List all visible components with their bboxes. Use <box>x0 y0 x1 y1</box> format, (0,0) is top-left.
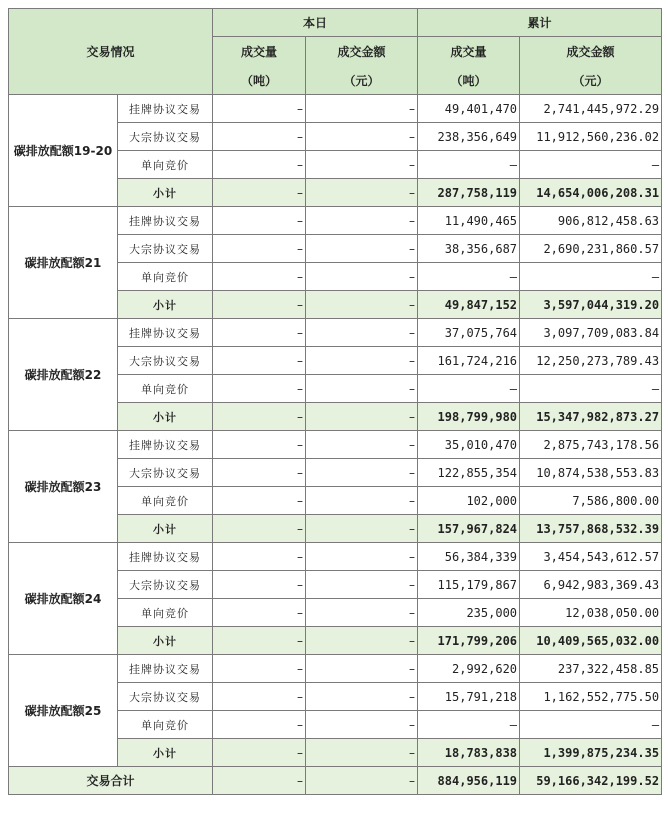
cum-amount-cell: 6,942,983,369.43 <box>520 571 662 599</box>
today-volume-cell: – <box>213 375 306 403</box>
cum-amount-cell: 3,454,543,612.57 <box>520 543 662 571</box>
cum-amount-cell: 2,690,231,860.57 <box>520 235 662 263</box>
today-amount-cell: – <box>306 767 418 795</box>
trade-type-label: 单向竞价 <box>118 487 213 515</box>
today-volume-cell: – <box>213 263 306 291</box>
cum-amount-cell: 1,399,875,234.35 <box>520 739 662 767</box>
today-volume-header <box>213 37 306 95</box>
today-volume-unit: （吨） <box>241 73 278 88</box>
today-volume-cell: – <box>213 711 306 739</box>
today-volume-cell: – <box>213 767 306 795</box>
table-row <box>9 319 662 347</box>
cum-amount-cell: – <box>520 375 662 403</box>
trade-type-label: 单向竞价 <box>118 375 213 403</box>
cum-volume-cell: – <box>418 375 520 403</box>
trade-type-label: 单向竞价 <box>118 263 213 291</box>
cum-amount-cell: 12,038,050.00 <box>520 599 662 627</box>
cum-volume-cell: 38,356,687 <box>418 235 520 263</box>
trade-type-label: 大宗协议交易 <box>118 683 213 711</box>
cum-volume-cell: 35,010,470 <box>418 431 520 459</box>
trade-type-label: 大宗协议交易 <box>118 123 213 151</box>
group-label: 碳排放配额19-20 <box>9 95 118 207</box>
group-label: 碳排放配额21 <box>9 207 118 319</box>
cum-amount-cell: – <box>520 711 662 739</box>
table-row <box>9 95 662 123</box>
today-amount-cell: – <box>306 123 418 151</box>
today-volume-cell: – <box>213 123 306 151</box>
today-volume-cell: – <box>213 739 306 767</box>
trade-type-label: 挂牌协议交易 <box>118 207 213 235</box>
table-row <box>9 655 662 683</box>
subtotal-label: 小计 <box>118 291 213 319</box>
cum-amount-cell: 15,347,982,873.27 <box>520 403 662 431</box>
today-volume-cell: – <box>213 95 306 123</box>
cum-volume-cell: 161,724,216 <box>418 347 520 375</box>
cum-amount-cell: 12,250,273,789.43 <box>520 347 662 375</box>
today-volume-label: 成交量 <box>241 44 278 59</box>
group-label: 碳排放配额24 <box>9 543 118 655</box>
today-volume-cell: – <box>213 179 306 207</box>
cum-volume-cell: 2,992,620 <box>418 655 520 683</box>
cum-amount-header <box>520 37 662 95</box>
cum-volume-cell: – <box>418 151 520 179</box>
trade-type-label: 大宗协议交易 <box>118 459 213 487</box>
cum-volume-cell: 198,799,980 <box>418 403 520 431</box>
cum-amount-cell: – <box>520 263 662 291</box>
cum-amount-cell: 2,875,743,178.56 <box>520 431 662 459</box>
today-volume-cell: – <box>213 655 306 683</box>
cum-amount-cell: 1,162,552,775.50 <box>520 683 662 711</box>
trade-type-label: 大宗协议交易 <box>118 347 213 375</box>
today-amount-cell: – <box>306 347 418 375</box>
cum-amount-cell: 13,757,868,532.39 <box>520 515 662 543</box>
today-amount-cell: – <box>306 95 418 123</box>
trade-type-label: 大宗协议交易 <box>118 235 213 263</box>
cum-amount-unit: （元） <box>572 73 609 88</box>
subtotal-label: 小计 <box>118 739 213 767</box>
cum-amount-cell: 3,597,044,319.20 <box>520 291 662 319</box>
today-amount-cell: – <box>306 571 418 599</box>
today-amount-unit: （元） <box>343 73 380 88</box>
cum-amount-cell: 10,874,538,553.83 <box>520 459 662 487</box>
trade-type-label: 大宗协议交易 <box>118 571 213 599</box>
today-amount-label: 成交金额 <box>337 44 386 59</box>
today-volume-cell: – <box>213 627 306 655</box>
today-header: 本日 <box>213 9 418 37</box>
header-row-1 <box>9 9 662 37</box>
cum-volume-cell: 115,179,867 <box>418 571 520 599</box>
table-row <box>9 431 662 459</box>
today-amount-cell: – <box>306 599 418 627</box>
today-amount-cell: – <box>306 151 418 179</box>
today-amount-cell: – <box>306 207 418 235</box>
cumulative-header: 累计 <box>418 9 662 37</box>
group-label: 碳排放配额25 <box>9 655 118 767</box>
today-volume-cell: – <box>213 459 306 487</box>
today-amount-cell: – <box>306 375 418 403</box>
today-volume-cell: – <box>213 291 306 319</box>
today-volume-cell: – <box>213 347 306 375</box>
today-amount-cell: – <box>306 711 418 739</box>
today-amount-cell: – <box>306 739 418 767</box>
today-volume-cell: – <box>213 599 306 627</box>
subtotal-label: 小计 <box>118 403 213 431</box>
total-label: 交易合计 <box>9 767 213 795</box>
today-volume-cell: – <box>213 151 306 179</box>
cum-amount-cell: 7,586,800.00 <box>520 487 662 515</box>
cum-volume-cell: 157,967,824 <box>418 515 520 543</box>
today-amount-cell: – <box>306 683 418 711</box>
today-amount-header <box>306 37 418 95</box>
total-volume-cell: 884,956,119 <box>418 767 520 795</box>
cum-amount-cell: – <box>520 151 662 179</box>
today-volume-cell: – <box>213 571 306 599</box>
today-amount-cell: – <box>306 543 418 571</box>
today-volume-cell: – <box>213 235 306 263</box>
today-volume-cell: – <box>213 319 306 347</box>
today-amount-cell: – <box>306 319 418 347</box>
cum-amount-cell: 2,741,445,972.29 <box>520 95 662 123</box>
cum-volume-cell: 49,847,152 <box>418 291 520 319</box>
cum-volume-cell: 37,075,764 <box>418 319 520 347</box>
cum-volume-label: 成交量 <box>450 44 487 59</box>
group-label: 碳排放配额22 <box>9 319 118 431</box>
today-amount-cell: – <box>306 487 418 515</box>
today-amount-cell: – <box>306 403 418 431</box>
cum-amount-cell: 11,912,560,236.02 <box>520 123 662 151</box>
cum-volume-cell: 235,000 <box>418 599 520 627</box>
table-row <box>9 207 662 235</box>
trade-type-label: 挂牌协议交易 <box>118 431 213 459</box>
today-volume-cell: – <box>213 431 306 459</box>
table-row <box>9 543 662 571</box>
cum-volume-cell: 238,356,649 <box>418 123 520 151</box>
today-amount-cell: – <box>306 459 418 487</box>
subtotal-label: 小计 <box>118 515 213 543</box>
cum-amount-cell: 14,654,006,208.31 <box>520 179 662 207</box>
trade-type-label: 单向竞价 <box>118 599 213 627</box>
trade-type-label: 挂牌协议交易 <box>118 655 213 683</box>
today-volume-cell: – <box>213 403 306 431</box>
trade-type-label: 挂牌协议交易 <box>118 319 213 347</box>
table-body <box>9 9 662 795</box>
cum-amount-cell: 10,409,565,032.00 <box>520 627 662 655</box>
today-volume-cell: – <box>213 683 306 711</box>
today-amount-cell: – <box>306 655 418 683</box>
cum-amount-label: 成交金额 <box>566 44 615 59</box>
cum-volume-header <box>418 37 520 95</box>
cum-volume-cell: – <box>418 263 520 291</box>
today-amount-cell: – <box>306 235 418 263</box>
trade-type-label: 挂牌协议交易 <box>118 95 213 123</box>
subtotal-label: 小计 <box>118 179 213 207</box>
cum-volume-cell: 56,384,339 <box>418 543 520 571</box>
today-amount-cell: – <box>306 515 418 543</box>
cum-volume-cell: – <box>418 711 520 739</box>
group-label: 碳排放配额23 <box>9 431 118 543</box>
today-volume-cell: – <box>213 543 306 571</box>
cum-volume-cell: 18,783,838 <box>418 739 520 767</box>
cum-volume-cell: 15,791,218 <box>418 683 520 711</box>
today-volume-cell: – <box>213 207 306 235</box>
total-row <box>9 767 662 795</box>
cum-amount-cell: 906,812,458.63 <box>520 207 662 235</box>
trade-type-label: 单向竞价 <box>118 711 213 739</box>
today-amount-cell: – <box>306 627 418 655</box>
cum-volume-cell: 171,799,206 <box>418 627 520 655</box>
cum-amount-cell: 3,097,709,083.84 <box>520 319 662 347</box>
cum-volume-cell: 11,490,465 <box>418 207 520 235</box>
today-volume-cell: – <box>213 515 306 543</box>
cum-amount-cell: 237,322,458.85 <box>520 655 662 683</box>
today-volume-cell: – <box>213 487 306 515</box>
cum-volume-cell: 49,401,470 <box>418 95 520 123</box>
today-amount-cell: – <box>306 431 418 459</box>
today-amount-cell: – <box>306 291 418 319</box>
today-amount-cell: – <box>306 263 418 291</box>
subtotal-label: 小计 <box>118 627 213 655</box>
trade-type-label: 单向竞价 <box>118 151 213 179</box>
cum-volume-cell: 102,000 <box>418 487 520 515</box>
row-label-header: 交易情况 <box>9 9 213 95</box>
total-amount-cell: 59,166,342,199.52 <box>520 767 662 795</box>
carbon-trading-table <box>8 8 662 795</box>
cum-volume-cell: 287,758,119 <box>418 179 520 207</box>
trade-type-label: 挂牌协议交易 <box>118 543 213 571</box>
cum-volume-unit: （吨） <box>450 73 487 88</box>
today-amount-cell: – <box>306 179 418 207</box>
cum-volume-cell: 122,855,354 <box>418 459 520 487</box>
